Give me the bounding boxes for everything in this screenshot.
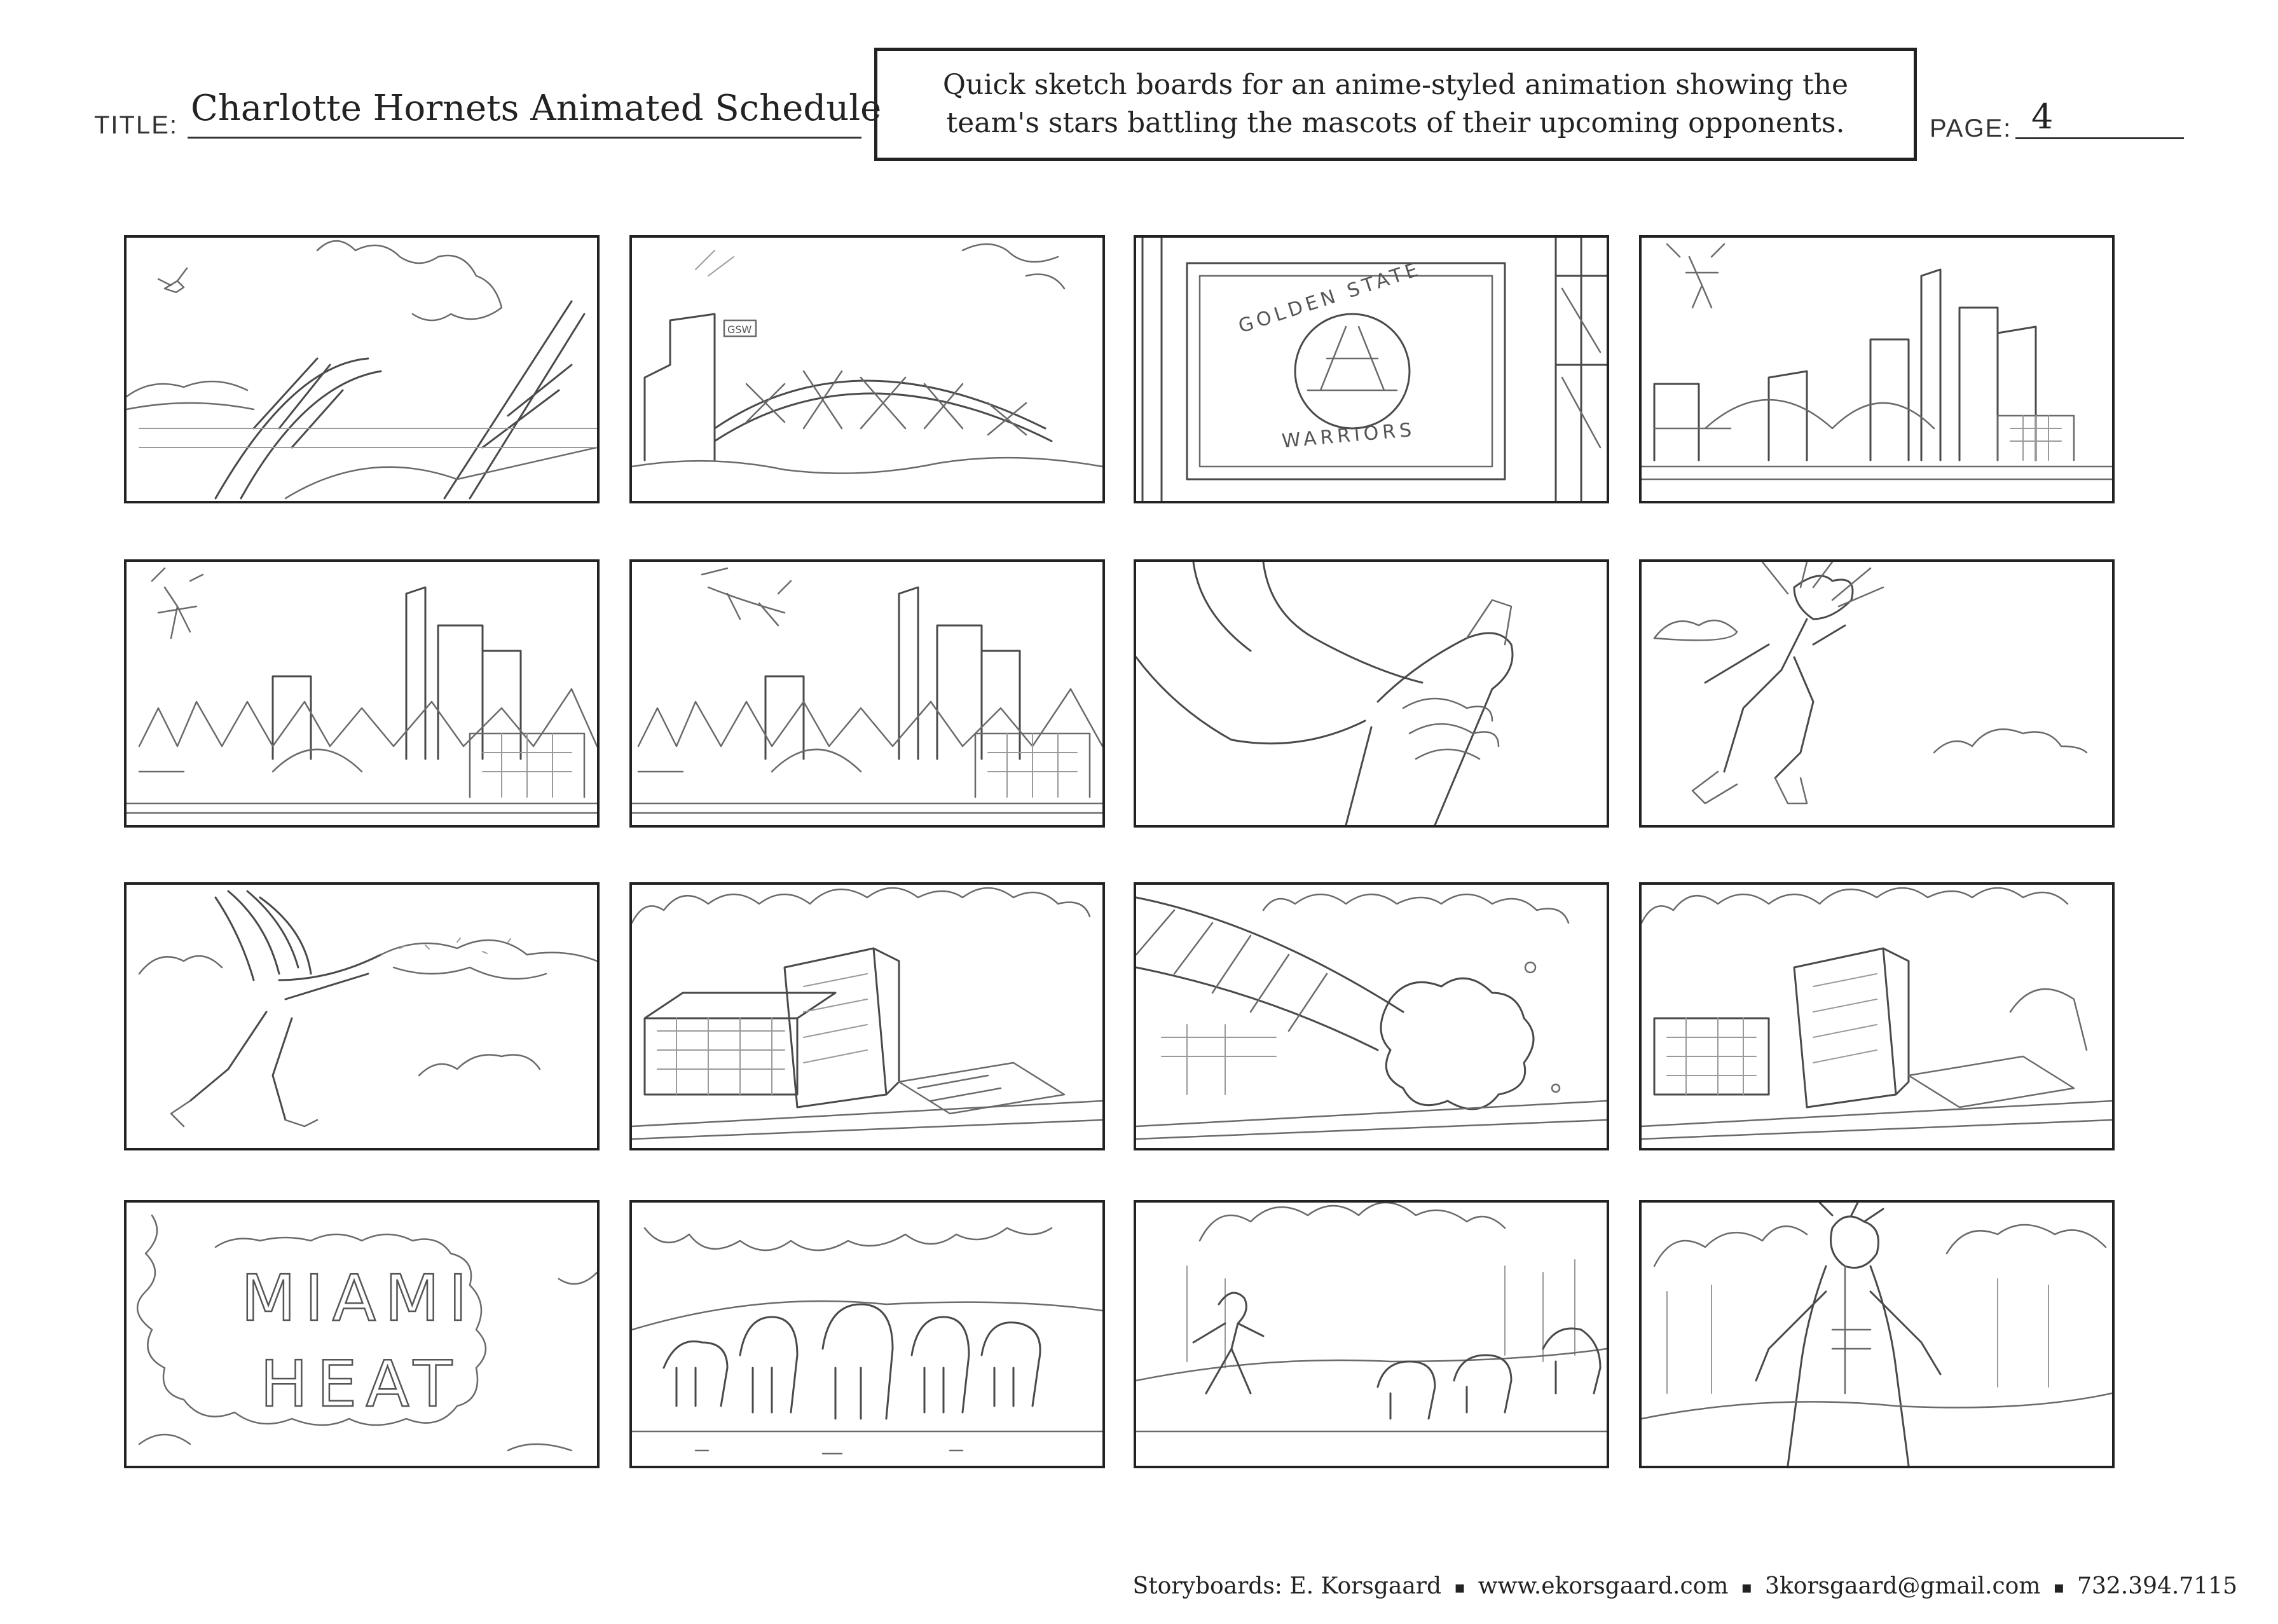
- panel-1-sketch: [127, 238, 597, 501]
- panel-2: [629, 235, 1105, 503]
- panel-5: [124, 559, 600, 828]
- panel-4: [1639, 235, 2115, 503]
- panel-15: [1134, 1200, 1609, 1468]
- footer-credit: Storyboards: E. Korsgaard: [1132, 1573, 1442, 1599]
- heat-title-text: HEAT: [260, 1347, 462, 1421]
- panel-6: [629, 559, 1105, 828]
- panel-14-sketch: [632, 1203, 1102, 1466]
- panel-16-sketch: [1642, 1203, 2112, 1466]
- panel-11: [1134, 882, 1609, 1150]
- title-label: TITLE:: [94, 111, 179, 139]
- panel-1: [124, 235, 600, 503]
- panel-11-sketch: [1136, 885, 1607, 1148]
- panel-3-sketch: [1136, 238, 1607, 501]
- panel-10-sketch: [632, 885, 1102, 1148]
- panel-6-sketch: [632, 562, 1102, 825]
- panel-7: [1134, 559, 1609, 828]
- panel-8: [1639, 559, 2115, 828]
- panel-5-sketch: [127, 562, 597, 825]
- panel-3-warriors-text: WARRIORS: [1280, 418, 1417, 453]
- footer-separator: ▪: [1454, 1578, 1465, 1597]
- description-box: [874, 48, 1917, 161]
- panel-3: [1134, 235, 1609, 503]
- panel-9: [124, 882, 600, 1150]
- panel-8-sketch: [1642, 562, 2112, 825]
- panel-9-sketch: [127, 885, 597, 1148]
- panel-2-gsw-text: GSW: [727, 324, 752, 336]
- storyboard-title: Charlotte Hornets Animated Schedule: [191, 88, 882, 129]
- footer-credits: [1133, 1573, 2237, 1599]
- panel-10: [629, 882, 1105, 1150]
- panel-13-sketch: [127, 1203, 597, 1466]
- title-underline: [188, 137, 861, 139]
- panel-3-golden-state-text: GOLDEN STATE: [1235, 257, 1424, 338]
- footer-separator: ▪: [2053, 1578, 2065, 1597]
- panel-7-sketch: [1136, 562, 1607, 825]
- page-underline: [2015, 137, 2184, 139]
- panel-12: [1639, 882, 2115, 1150]
- panel-13: [124, 1200, 600, 1468]
- panel-16: [1639, 1200, 2115, 1468]
- page-label: PAGE:: [1930, 114, 2012, 142]
- panel-4-sketch: [1642, 238, 2112, 501]
- footer-email[interactable]: 3korsgaard@gmail.com: [1765, 1573, 2041, 1599]
- panel-2-sketch: [632, 238, 1102, 501]
- page-number: 4: [2031, 97, 2054, 137]
- panel-14: [629, 1200, 1105, 1468]
- footer-separator: ▪: [1741, 1578, 1753, 1597]
- miami-title-text: MIAMI: [241, 1261, 476, 1335]
- panel-15-sketch: [1136, 1203, 1607, 1466]
- panel-12-sketch: [1642, 885, 2112, 1148]
- description-text: Quick sketch boards for an anime-styled animation showing the team's stars battling the mascots of their upcoming opponents.: [942, 69, 1849, 139]
- footer-website[interactable]: www.ekorsgaard.com: [1478, 1573, 1729, 1599]
- footer-phone: 732.394.7115: [2077, 1573, 2237, 1599]
